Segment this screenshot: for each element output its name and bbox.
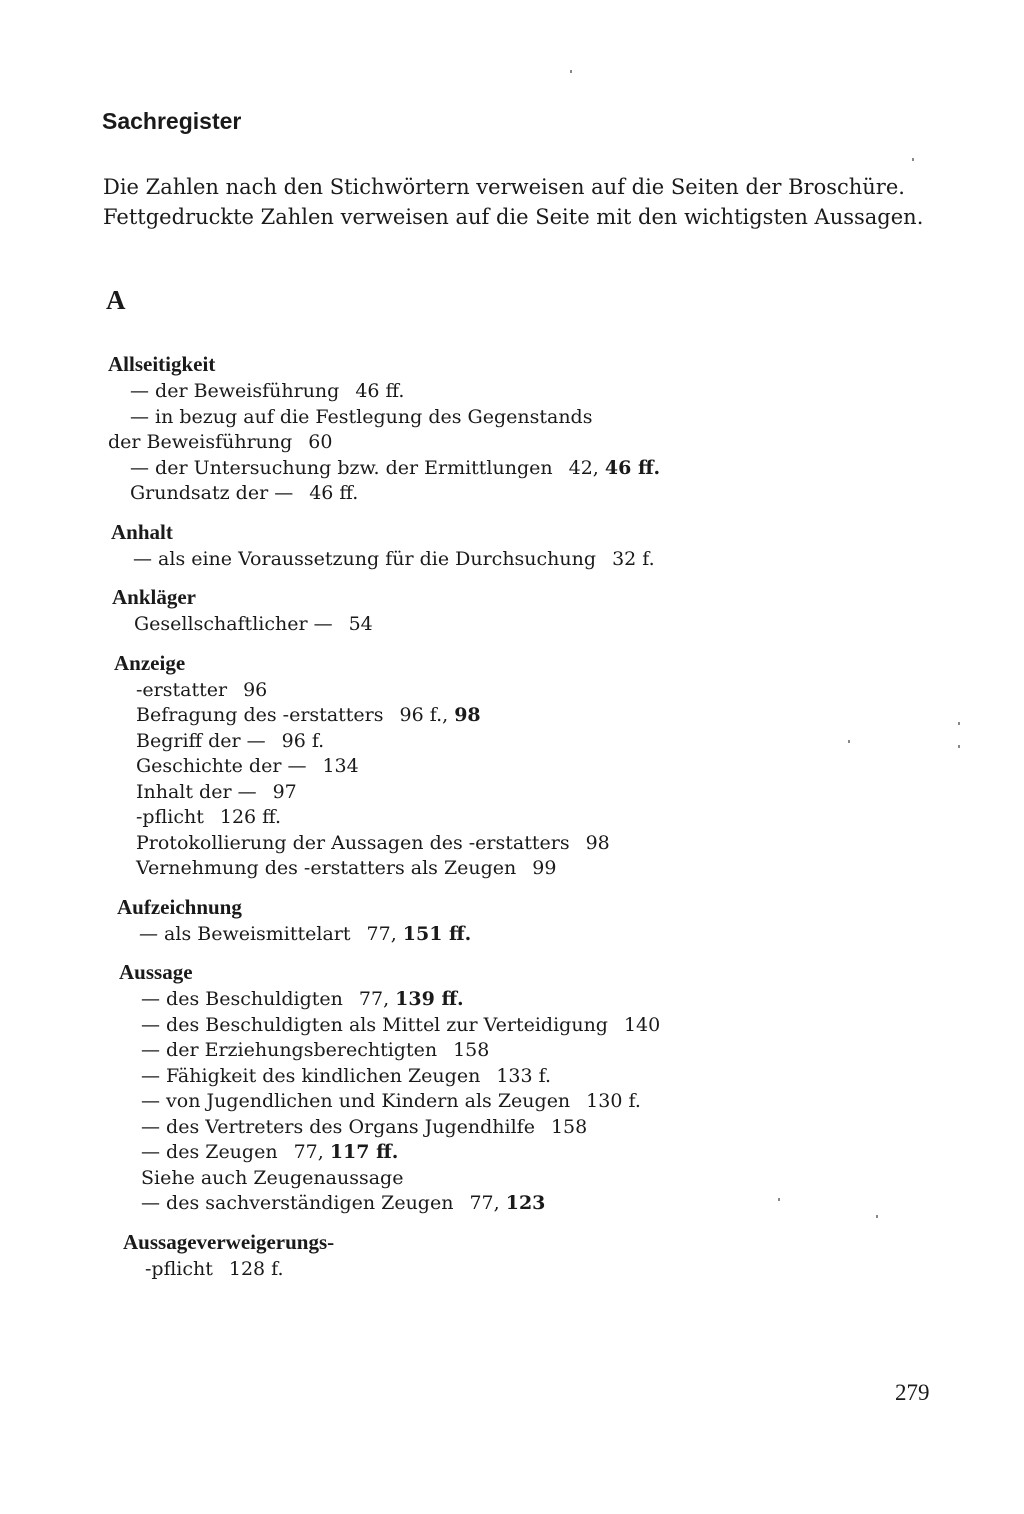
- entry-subline: [119, 1115, 968, 1141]
- index-entry: [114, 649, 968, 882]
- entry-subline: [119, 1089, 968, 1115]
- intro-line: Die Zahlen nach den Stichwörtern verweisen auf die Seiten der Broschüre.: [103, 175, 905, 199]
- intro-line: Fettgedruckte Zahlen verweisen auf die Seite mit den wichtigsten Aussagen.: [103, 205, 924, 229]
- page-number-ref: 126 ff.: [219, 806, 282, 828]
- subline-text: — von Jugendlichen und Kindern als Zeugen: [141, 1090, 571, 1112]
- page-number-ref: 46 ff.: [309, 482, 359, 504]
- intro-paragraph: [103, 172, 943, 232]
- bold-page-number: 123: [505, 1192, 546, 1214]
- page-number-ref: 133 f.: [496, 1064, 552, 1087]
- entry-heading: Aufzeichnung: [117, 894, 242, 919]
- page-number-ref: 77,: [293, 1141, 330, 1163]
- subline-text: — des Zeugen: [141, 1141, 278, 1163]
- page-number-ref: 77,: [358, 988, 396, 1010]
- subline-text: — des Beschuldigten: [141, 988, 343, 1010]
- entry-subline: [114, 678, 968, 704]
- bold-page-number: 151 ff.: [402, 922, 472, 945]
- scan-speck: [778, 1198, 780, 1201]
- entry-subline: [119, 987, 968, 1013]
- entry-subline: [119, 1191, 968, 1217]
- subline-text: Begriff der —: [136, 729, 266, 752]
- subline-text: Geschichte der —: [136, 755, 307, 777]
- subline-text: — des sachverständigen Zeugen: [141, 1192, 454, 1214]
- page-number-ref: 96 f.: [281, 729, 325, 752]
- subline-text: Vernehmung des -erstatters als Zeugen: [136, 857, 517, 879]
- subline-text: -erstatter: [136, 678, 228, 701]
- subline-text: — des Beschuldigten als Mittel zur Verteidigung: [141, 1013, 608, 1036]
- entry-subline: [119, 1166, 968, 1192]
- page-number-ref: 140: [623, 1013, 661, 1036]
- page-reference: [273, 781, 297, 803]
- entry-heading: Anhalt: [111, 519, 173, 544]
- subline-text: — der Erziehungsberechtigten: [141, 1039, 438, 1061]
- page-number-ref: 60: [308, 431, 333, 453]
- subline-text: — in bezug auf die Festlegung des Gegenstands: [130, 405, 593, 428]
- entry-subline: [114, 703, 968, 729]
- subline-text: Siehe auch Zeugenaussage: [141, 1166, 404, 1189]
- entry-subline: [108, 379, 968, 405]
- subline-text: Gesellschaftlicher —: [134, 613, 333, 635]
- subline-text: Protokollierung der Aussagen des -erstatters: [136, 831, 570, 854]
- section-letter: A: [106, 285, 126, 315]
- scan-speck: [570, 70, 572, 73]
- page-number-ref: 130 f.: [586, 1090, 641, 1112]
- subline-text: — als Beweismittelart: [139, 922, 351, 945]
- page-number-ref: 42,: [568, 456, 605, 479]
- page-number-ref: 99: [532, 857, 557, 879]
- page-number-ref: 77,: [366, 922, 403, 945]
- bold-page-number: 117 ff.: [329, 1141, 399, 1163]
- entry-subline: [108, 456, 968, 482]
- entry-heading: Anzeige: [114, 650, 186, 675]
- page-reference: [532, 857, 556, 879]
- index-entry: [112, 583, 968, 638]
- page-reference: [469, 1192, 545, 1214]
- page-reference: [624, 1014, 660, 1036]
- page-reference: [309, 482, 358, 504]
- entry-subline: [119, 1064, 968, 1090]
- page-number-ref: 46 ff.: [355, 380, 405, 402]
- entry-subline: [108, 430, 968, 456]
- scan-speck: [958, 722, 960, 725]
- subline-text: — der Untersuchung bzw. der Ermittlungen: [130, 456, 553, 479]
- entry-subline: [114, 780, 968, 806]
- page-reference: [294, 1141, 399, 1163]
- page-number: 279: [895, 1380, 930, 1405]
- page-reference: [496, 1065, 551, 1087]
- subline-text: — der Beweisführung: [130, 380, 340, 402]
- bold-page-number: 46 ff.: [604, 456, 661, 479]
- page-reference: [282, 730, 325, 752]
- page-reference: [229, 1258, 284, 1280]
- entry-subline: [114, 856, 968, 882]
- entry-heading: Allseitigkeit: [108, 352, 216, 376]
- index-entry: [108, 350, 968, 507]
- page-title: Sachregister: [102, 108, 242, 134]
- subline-text: — Fähigkeit des kindlichen Zeugen: [141, 1064, 481, 1087]
- subline-text: -pflicht: [145, 1257, 213, 1280]
- entry-subline: [111, 547, 968, 573]
- page-reference: [569, 457, 661, 479]
- page-reference: [359, 988, 464, 1010]
- index-entry: [119, 958, 968, 1217]
- bold-page-number: 139 ff.: [395, 988, 464, 1010]
- entry-subline: [114, 805, 968, 831]
- entry-subline: [114, 729, 968, 755]
- page-reference: [355, 380, 404, 402]
- scan-speck: [848, 740, 850, 743]
- page-number-ref: 96: [243, 678, 268, 701]
- entry-subline: [108, 481, 968, 507]
- page-reference: [308, 431, 332, 453]
- subline-text: — als eine Voraussetzung für die Durchsuchung: [133, 547, 597, 570]
- page-number-ref: 134: [322, 755, 359, 777]
- page-number-ref: 158: [453, 1039, 490, 1061]
- entry-subline: [119, 1038, 968, 1064]
- page-reference: [453, 1039, 489, 1061]
- page-number-ref: 97: [272, 780, 297, 803]
- entry-subline: [112, 612, 968, 638]
- entry-heading: Aussage: [119, 960, 193, 984]
- page-number-ref: 158: [550, 1115, 588, 1138]
- scan-speck: [876, 1215, 878, 1218]
- subline-text: -pflicht: [136, 806, 204, 828]
- page-number-ref: 32 f.: [612, 547, 655, 570]
- page-reference: [243, 679, 267, 701]
- bold-page-number: 98: [454, 704, 481, 726]
- page-reference: [586, 1090, 641, 1112]
- entry-subline: [117, 922, 968, 948]
- index-entry: [117, 893, 968, 948]
- entry-heading: Ankläger: [112, 585, 196, 609]
- entry-subline: [119, 1013, 968, 1039]
- page-reference: [612, 548, 655, 570]
- page-reference: [349, 613, 373, 635]
- page-reference: [220, 806, 281, 828]
- subline-text: Inhalt der —: [136, 780, 257, 803]
- subline-text: Befragung des -erstatters: [136, 704, 384, 726]
- scan-speck: [912, 158, 914, 161]
- entry-subline: [108, 405, 968, 431]
- entry-subline: [123, 1257, 968, 1283]
- page-reference: [551, 1116, 587, 1138]
- subline-text: Grundsatz der —: [130, 482, 294, 504]
- page-reference: [400, 704, 481, 726]
- scan-speck: [958, 745, 960, 748]
- entry-subline: [119, 1140, 968, 1166]
- index-entry: [123, 1228, 968, 1283]
- page-reference: [322, 755, 358, 777]
- entry-subline: [114, 754, 968, 780]
- page-number-ref: 96 f.,: [399, 704, 455, 726]
- entry-subline: [114, 831, 968, 857]
- page-number-ref: 77,: [469, 1192, 506, 1214]
- page-number-ref: 128 f.: [228, 1257, 284, 1280]
- subline-text: der Beweisführung: [108, 431, 293, 453]
- entry-heading: Aussageverweigerungs-: [123, 1229, 335, 1254]
- index-entries: [108, 350, 968, 1293]
- page-reference: [367, 923, 472, 945]
- index-entry: [111, 518, 968, 573]
- page-number-ref: 54: [348, 613, 373, 635]
- subline-text: — des Vertreters des Organs Jugendhilfe: [141, 1115, 535, 1138]
- page-reference: [586, 832, 610, 854]
- page-number-ref: 98: [585, 831, 610, 854]
